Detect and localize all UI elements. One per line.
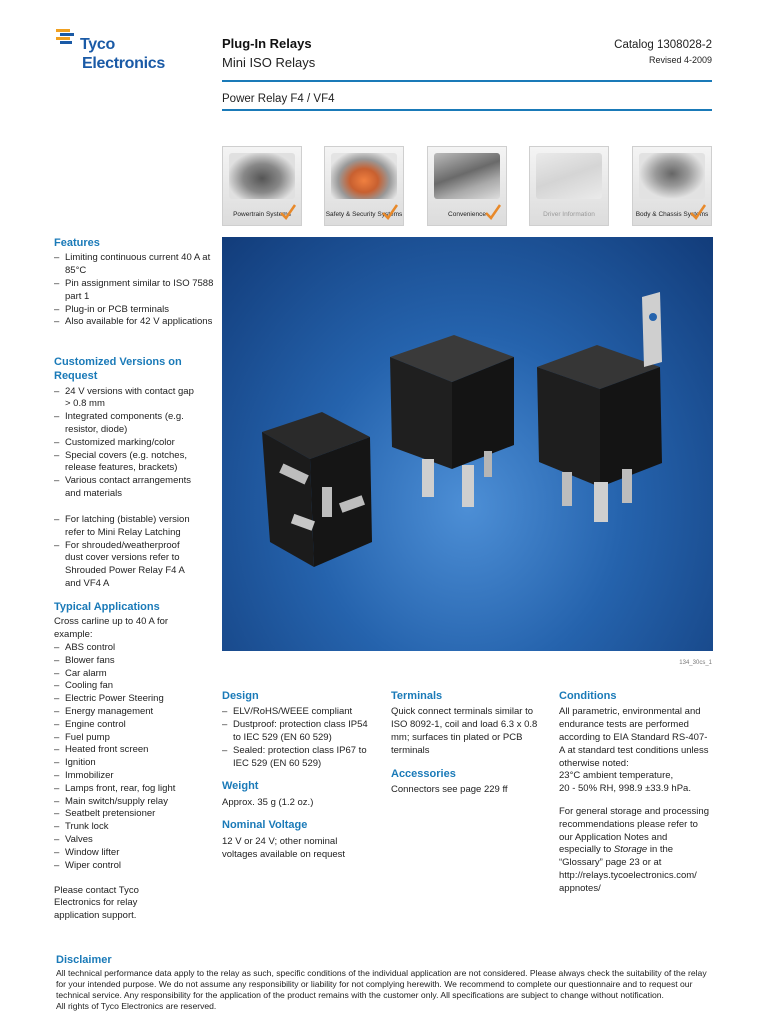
- checkmark-icon: [484, 203, 502, 221]
- typical-applications-section: [54, 600, 184, 923]
- application-item: – Cooling fan: [54, 680, 184, 693]
- dashboard-icon: [536, 153, 602, 199]
- storage-note: [559, 806, 711, 896]
- design-item: – Dustproof: protection class IP54 to IEC 529 (EN 60 529): [222, 719, 372, 745]
- tile-label: Body & Chassis Systems: [635, 210, 709, 218]
- application-item: – Immobilizer: [54, 770, 184, 783]
- custom-item: – Customized marking/color: [54, 437, 194, 450]
- design-column: [222, 689, 372, 861]
- application-item: – Blower fans: [54, 655, 184, 668]
- page-subtitle: Mini ISO Relays: [222, 55, 316, 70]
- custom-item: – Various contact arrangements and materials: [54, 475, 194, 501]
- accessories-heading: Accessories: [391, 767, 456, 780]
- feature-item: – Plug-in or PCB terminals: [54, 304, 214, 317]
- custom-versions-heading: Customized Versions on Request: [54, 356, 182, 383]
- accessories-text: Connectors see page 229 ff: [391, 783, 508, 795]
- application-item: – Trunk lock: [54, 821, 184, 834]
- tile-label: Safety & Security Systems: [325, 210, 403, 218]
- terminals-text: Quick connect terminals similar to ISO 8092-1, coil and load 6.3 x 0.8 mm; surfaces tin plated or PCB terminals: [391, 706, 538, 756]
- engine-icon: [229, 153, 295, 199]
- application-item: – Electric Power Steering: [54, 693, 184, 706]
- conditions-text: All parametric, environmental and endurance tests are performed according to EIA Standard RS-407-A at standard test conditions unless otherwise noted:: [559, 706, 709, 769]
- tyco-logo: [54, 22, 214, 72]
- application-item: – Lamps front, rear, fog light: [54, 783, 184, 796]
- custom-note: – For latching (bistable) version refer to Mini Relay Latching: [54, 514, 194, 540]
- conditions-heading: Conditions: [559, 690, 617, 702]
- logo-line-2: Electronics: [82, 55, 165, 72]
- relay-with-bracket: [537, 292, 662, 522]
- custom-item: – Special covers (e.g. notches, release features, brackets): [54, 450, 194, 476]
- application-item: – Fuel pump: [54, 732, 184, 745]
- disclaimer-text: All technical performance data apply to the relay as such, specific conditions of the individual application are not considered. Please always check the suitability of the relay for your intended purpose. We do not assume any responsibility or liability for not complying herewith. We recommend to complete our questionnaire and to request our technical service. Any responsibility for the application of the product remains with the customer only. All specifications are subject to change without notification.: [56, 968, 707, 1001]
- tyco-logo-icon: [54, 26, 76, 48]
- application-item: – Seatbelt pretensioner: [54, 808, 184, 821]
- application-item: – Heated front screen: [54, 744, 184, 757]
- car-safety-icon: [331, 153, 397, 199]
- feature-item: – Pin assignment similar to ISO 7588 part 1: [54, 278, 214, 304]
- car-interior-icon: [434, 153, 500, 199]
- tile-label: Driver Information: [543, 210, 595, 218]
- tile-body-chassis: [632, 146, 712, 226]
- contact-note: Please contact Tyco Electronics for relay application support.: [54, 884, 139, 922]
- conditions-humidity: 20 - 50% RH, 998.9 ±33.9 hPa.: [559, 783, 691, 795]
- weight-value: Approx. 35 g (1.2 oz.): [222, 796, 314, 808]
- feature-item: – Limiting continuous current 40 A at 85°C: [54, 252, 214, 278]
- storage-text-a: For general storage and processing recommendations please refer to our Application Notes and especially to: [559, 805, 709, 856]
- product-name: Power Relay F4 / VF4: [222, 93, 335, 105]
- custom-note: – For shrouded/weatherproof dust cover versions refer to Shrouded Power Relay F4 A and VF4 A: [54, 540, 194, 591]
- application-item: – Wiper control: [54, 860, 184, 873]
- storage-emphasis: Storage: [613, 844, 648, 856]
- relay-middle: [390, 335, 514, 507]
- tile-label: Powertrain Systems: [233, 210, 291, 218]
- tile-convenience: [427, 146, 507, 226]
- photo-reference: 134_30cs_1: [679, 660, 712, 666]
- custom-item: – Integrated components (e.g. resistor, diode): [54, 411, 194, 437]
- application-item: – Energy management: [54, 706, 184, 719]
- design-item: – ELV/RoHS/WEEE compliant: [222, 706, 372, 719]
- features-heading: Features: [54, 237, 100, 249]
- terminals-heading: Terminals: [391, 690, 443, 702]
- page-title: Plug-In Relays: [222, 36, 312, 51]
- custom-versions-section: [54, 355, 194, 591]
- rights-notice: All rights of Tyco Electronics are reserved.: [56, 1001, 217, 1012]
- car-chassis-icon: [639, 153, 705, 199]
- design-item: – Sealed: protection class IP67 to IEC 529 (EN 60 529): [222, 745, 372, 771]
- application-item: – Window lifter: [54, 847, 184, 860]
- tile-safety: [324, 146, 404, 226]
- relay-illustration: [222, 237, 713, 651]
- weight-heading: Weight: [222, 780, 259, 793]
- conditions-temperature: 23°C ambient temperature,: [559, 770, 674, 782]
- logo-line-1: Tyco: [80, 36, 115, 53]
- catalog-number: Catalog 1308028-2: [614, 39, 712, 51]
- typical-applications-heading: Typical Applications: [54, 601, 160, 613]
- revision-date: Revised 4-2009: [648, 55, 712, 65]
- custom-item: – 24 V versions with contact gap > 0.8 mm: [54, 386, 194, 412]
- checkmark-icon: [279, 203, 297, 221]
- tile-driver-information: [529, 146, 609, 226]
- design-heading: Design: [222, 690, 259, 702]
- header-divider: [222, 80, 712, 82]
- checkmark-icon: [689, 203, 707, 221]
- application-item: – Valves: [54, 834, 184, 847]
- terminals-column: [391, 689, 549, 797]
- feature-item: – Also available for 42 V applications: [54, 316, 214, 329]
- relay-bottom-view: [262, 412, 372, 567]
- application-item: – Engine control: [54, 719, 184, 732]
- application-item: – Main switch/supply relay: [54, 796, 184, 809]
- application-item: – ABS control: [54, 642, 184, 655]
- tile-powertrain: [222, 146, 302, 226]
- application-item: – Car alarm: [54, 668, 184, 681]
- disclaimer-section: [56, 953, 716, 1012]
- product-divider: [222, 109, 712, 111]
- checkmark-icon: [381, 203, 399, 221]
- conditions-column: [559, 689, 711, 896]
- application-item: – Ignition: [54, 757, 184, 770]
- typical-intro: Cross carline up to 40 A for example:: [54, 616, 169, 641]
- features-section: [54, 236, 214, 329]
- nominal-voltage-value: 12 V or 24 V; other nominal voltages available on request: [222, 835, 346, 860]
- nominal-voltage-heading: Nominal Voltage: [222, 819, 308, 832]
- storage-text-b: in the “Glossary” page 23 or at http://relays.tycoelectronics.com/ appnotes/: [559, 844, 697, 894]
- product-photo: [222, 237, 713, 651]
- tile-label: Convenience: [448, 210, 486, 218]
- disclaimer-heading: Disclaimer: [56, 954, 112, 966]
- application-tiles: [222, 146, 712, 226]
